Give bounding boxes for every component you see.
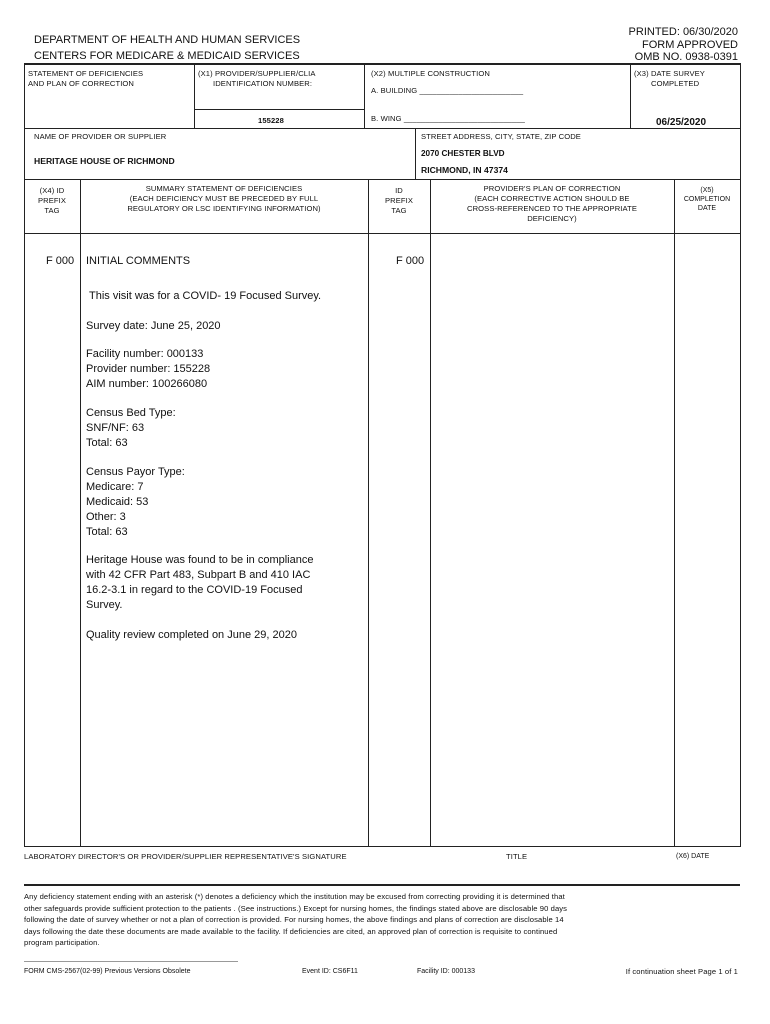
- address-divider: [415, 128, 416, 180]
- wing-line: B. WING ____________________________: [371, 114, 525, 123]
- census-bed-block: Census Bed Type: SNF/NF: 63 Total: 63: [86, 407, 176, 449]
- quality-review: Quality review completed on June 29, 2020: [86, 629, 297, 641]
- plan-header: PROVIDER'S PLAN OF CORRECTION (EACH CORRECTIVE ACTION SHOULD BE CROSS-REFERENCED TO THE APPROPRIATE DEFICIENCY): [466, 184, 638, 223]
- provider-name-label: NAME OF PROVIDER OR SUPPLIER: [34, 132, 167, 141]
- agency-line-1: DEPARTMENT OF HEALTH AND HUMAN SERVICES: [34, 34, 301, 46]
- id-header: ID PREFIX TAG: [384, 186, 414, 215]
- x5-header: (X5) COMPLETION DATE: [683, 187, 731, 212]
- address-label: STREET ADDRESS, CITY, STATE, ZIP CODE: [421, 132, 581, 141]
- compliance-block: Heritage House was found to be in compliance with 42 CFR Part 483, Subpart B and 410 IAC 16.2-3.1 in regard to the COVID-19 Focused Survey.: [86, 554, 314, 611]
- agency-line-2: CENTERS FOR MEDICARE & MEDICAID SERVICES: [34, 50, 300, 62]
- survey-date: Survey date: June 25, 2020: [86, 320, 221, 332]
- omb-number: OMB NO. 0938-0391: [634, 51, 738, 63]
- street-address: 2070 CHESTER BLVD: [421, 149, 505, 158]
- x3-label-2: COMPLETED: [651, 79, 700, 88]
- entry-title: INITIAL COMMENTS: [86, 255, 191, 267]
- title-label: TITLE: [506, 852, 528, 861]
- census-payor-block: Census Payor Type: Medicare: 7 Medicaid: 53 Other: 3 Total: 63: [86, 466, 185, 538]
- form-id: FORM CMS-2567(02-99) Previous Versions Obsolete: [24, 968, 191, 975]
- signature-label: LABORATORY DIRECTOR'S OR PROVIDER/SUPPLIER REPRESENTATIVE'S SIGNATURE: [24, 852, 347, 861]
- summary-header: SUMMARY STATEMENT OF DEFICIENCIES (EACH DEFICIENCY MUST BE PRECEDED BY FULL REGULATORY OR LSC IDENTIFYING INFORMATION): [127, 184, 321, 213]
- x1-inner-rule: [194, 109, 364, 110]
- x3-value: 06/25/2020: [656, 117, 707, 128]
- x1-divider: [194, 63, 195, 129]
- footer-rule: [24, 961, 238, 962]
- entry-tag: F 000: [46, 255, 75, 267]
- date-label: (X6) DATE: [676, 853, 710, 860]
- entry-id-tag: F 000: [396, 255, 425, 267]
- x3-label-1: (X3) DATE SURVEY: [634, 69, 705, 78]
- form-approved: FORM APPROVED: [642, 39, 738, 51]
- x2-label: (X2) MULTIPLE CONSTRUCTION: [371, 69, 490, 78]
- col-div-2: [368, 179, 369, 847]
- city-state-zip: RICHMOND, IN 47374: [421, 165, 508, 175]
- left-border: [24, 63, 25, 847]
- rule-2: [24, 179, 740, 180]
- statement-label-2: AND PLAN OF CORRECTION: [28, 79, 134, 88]
- provider-name: HERITAGE HOUSE OF RICHMOND: [34, 156, 175, 166]
- facility-id: Facility ID: 000133: [417, 968, 475, 975]
- disclaimer: Any deficiency statement ending with an asterisk (*) denotes a deficiency which the institution may be excused from correcting providing it is determined that other safeguards provide sufficient protection to the patients . (See instructions.) Except for nursing homes, the findings stated above are disclosable 90 days following the date of survey whether or not a plan of correction is provided. For nursing homes, the above findings and plans of correction are disclosable 14 days following the date these documents are made available to the facility. If deficiencies are cited, an approved plan of correction is requisite to continued program participation.: [24, 892, 568, 948]
- printed-date: PRINTED: 06/30/2020: [628, 26, 738, 38]
- top-rule: [24, 63, 740, 65]
- col-div-4: [674, 179, 675, 847]
- x3-divider: [630, 63, 631, 129]
- col-div-3: [430, 179, 431, 847]
- signature-top-rule: [24, 846, 740, 847]
- x1-value: 155228: [258, 116, 284, 125]
- x4-header: (X4) ID PREFIX TAG: [37, 186, 67, 215]
- statement-label-1: STATEMENT OF DEFICIENCIES: [28, 69, 144, 78]
- col-div-1: [80, 179, 81, 847]
- x1-label-1: (X1) PROVIDER/SUPPLIER/CLIA: [198, 69, 316, 78]
- facility-ids: Facility number: 000133 Provider number: 155228 AIM number: 100266080: [86, 348, 211, 390]
- signature-bottom-rule: [24, 884, 740, 886]
- x1-label-2: IDENTIFICATION NUMBER:: [213, 79, 313, 88]
- right-border: [740, 63, 741, 847]
- visit-text: This visit was for a COVID- 19 Focused Survey.: [89, 290, 322, 302]
- continuation-sheet: If continuation sheet Page 1 of 1: [625, 967, 738, 976]
- x2-divider: [364, 63, 365, 129]
- rule-1: [24, 128, 740, 129]
- rule-3: [24, 233, 740, 234]
- event-id: Event ID: CS6F11: [302, 968, 358, 975]
- building-line: A. BUILDING ________________________: [371, 86, 524, 95]
